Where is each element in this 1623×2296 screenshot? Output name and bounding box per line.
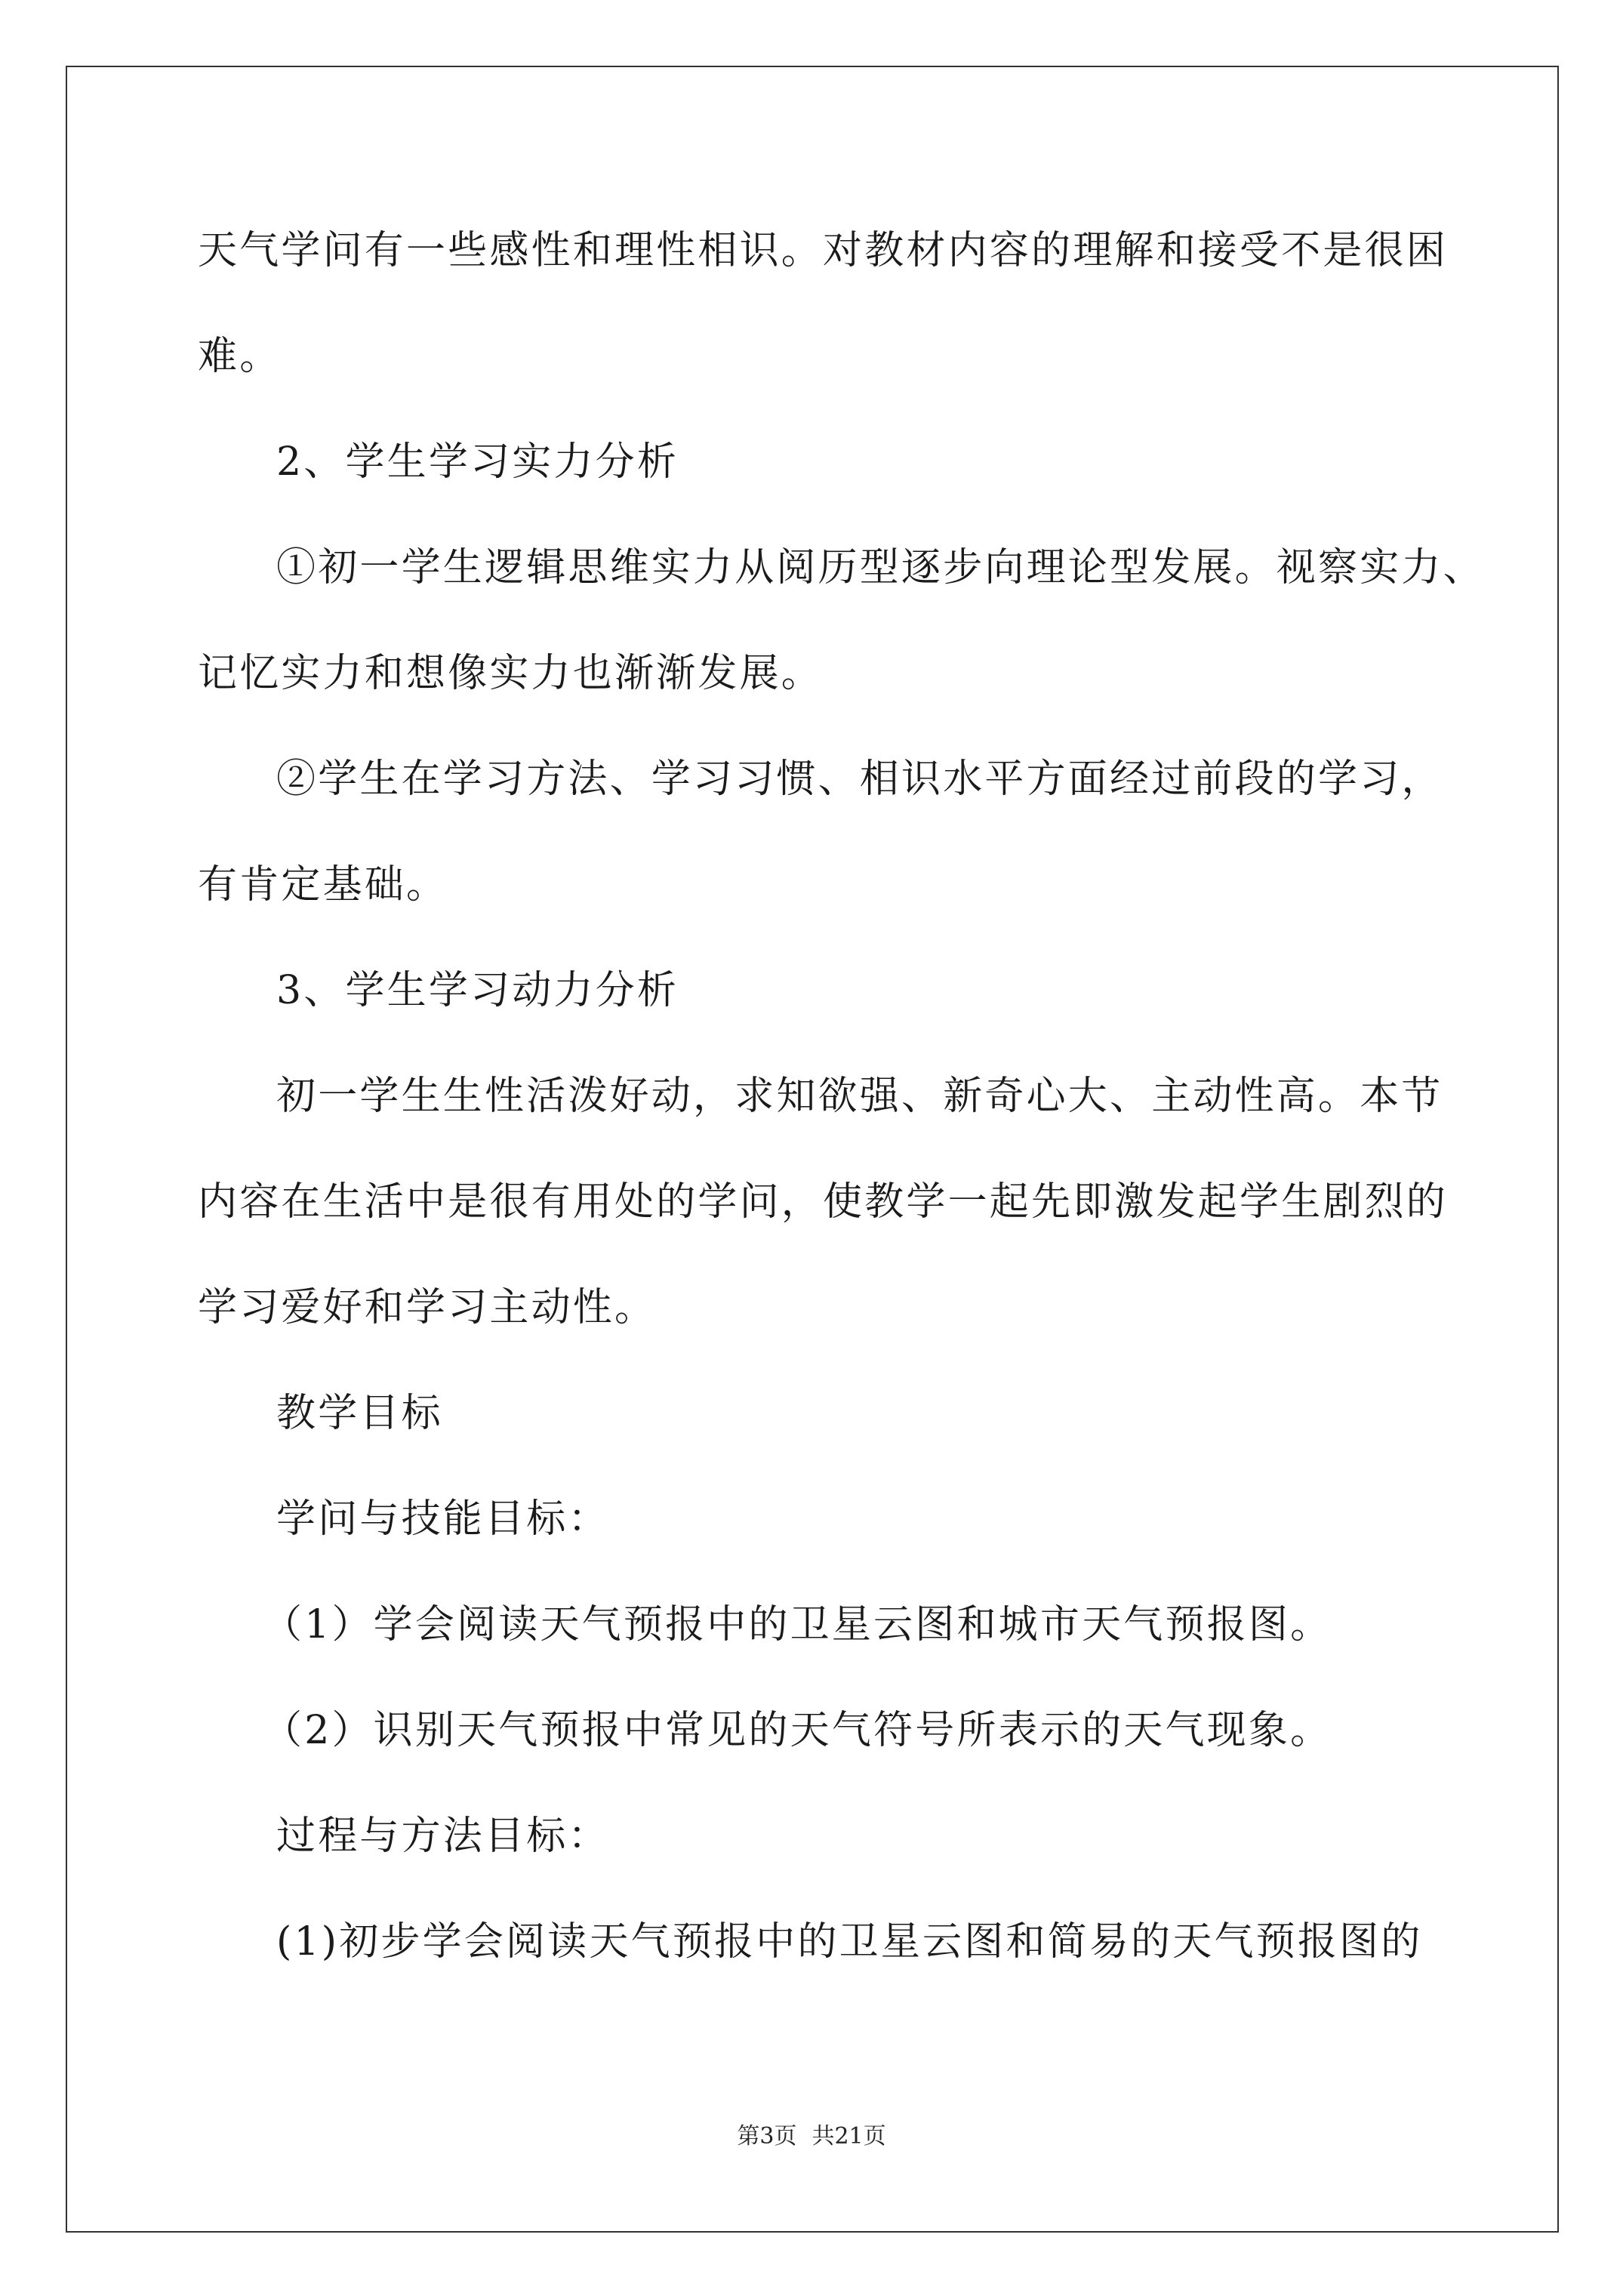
subsection-heading: 学问与技能目标： — [276, 1496, 610, 1542]
section-heading: 2、学生学习实力分析 — [276, 439, 679, 485]
subsection-heading: 过程与方法目标： — [276, 1814, 610, 1859]
paragraph-line: 难。 — [198, 334, 282, 379]
list-item: （1）学会阅读天气预报中的卫星云图和城市天气预报图。 — [263, 1602, 1332, 1647]
paragraph-line: 有肯定基础。 — [198, 862, 448, 908]
paragraph-line: 内容在生活中是很有用处的学问，使教学一起先即激发起学生剧烈的 — [198, 1179, 1449, 1225]
section-heading: 3、学生学习动力分析 — [276, 968, 679, 1013]
list-item: （2）识别天气预报中常见的天气符号所表示的天气现象。 — [263, 1708, 1332, 1753]
paragraph-line: 初一学生生性活泼好动，求知欲强、新奇心大、主动性高。本节 — [276, 1074, 1443, 1119]
page-footer — [0, 2123, 1623, 2150]
page-total: 共21页 — [812, 2123, 886, 2150]
paragraph-line: 天气学问有一些感性和理性相识。对教材内容的理解和接受不是很困 — [198, 228, 1449, 273]
page-border — [66, 66, 1559, 2233]
list-item: (1)初步学会阅读天气预报中的卫星云图和简易的天气预报图的 — [276, 1919, 1423, 1965]
paragraph-line: 学习爱好和学习主动性。 — [198, 1285, 657, 1330]
paragraph-line: ①初一学生逻辑思维实力从阅历型逐步向理论型发展。视察实力、 — [276, 545, 1485, 590]
paragraph-line: 记忆实力和想像实力也渐渐发展。 — [198, 651, 824, 696]
paragraph-line: ②学生在学习方法、学习习惯、相识水平方面经过前段的学习， — [276, 757, 1443, 802]
section-heading: 教学目标 — [276, 1391, 443, 1436]
page-number: 第3页 — [737, 2123, 797, 2150]
